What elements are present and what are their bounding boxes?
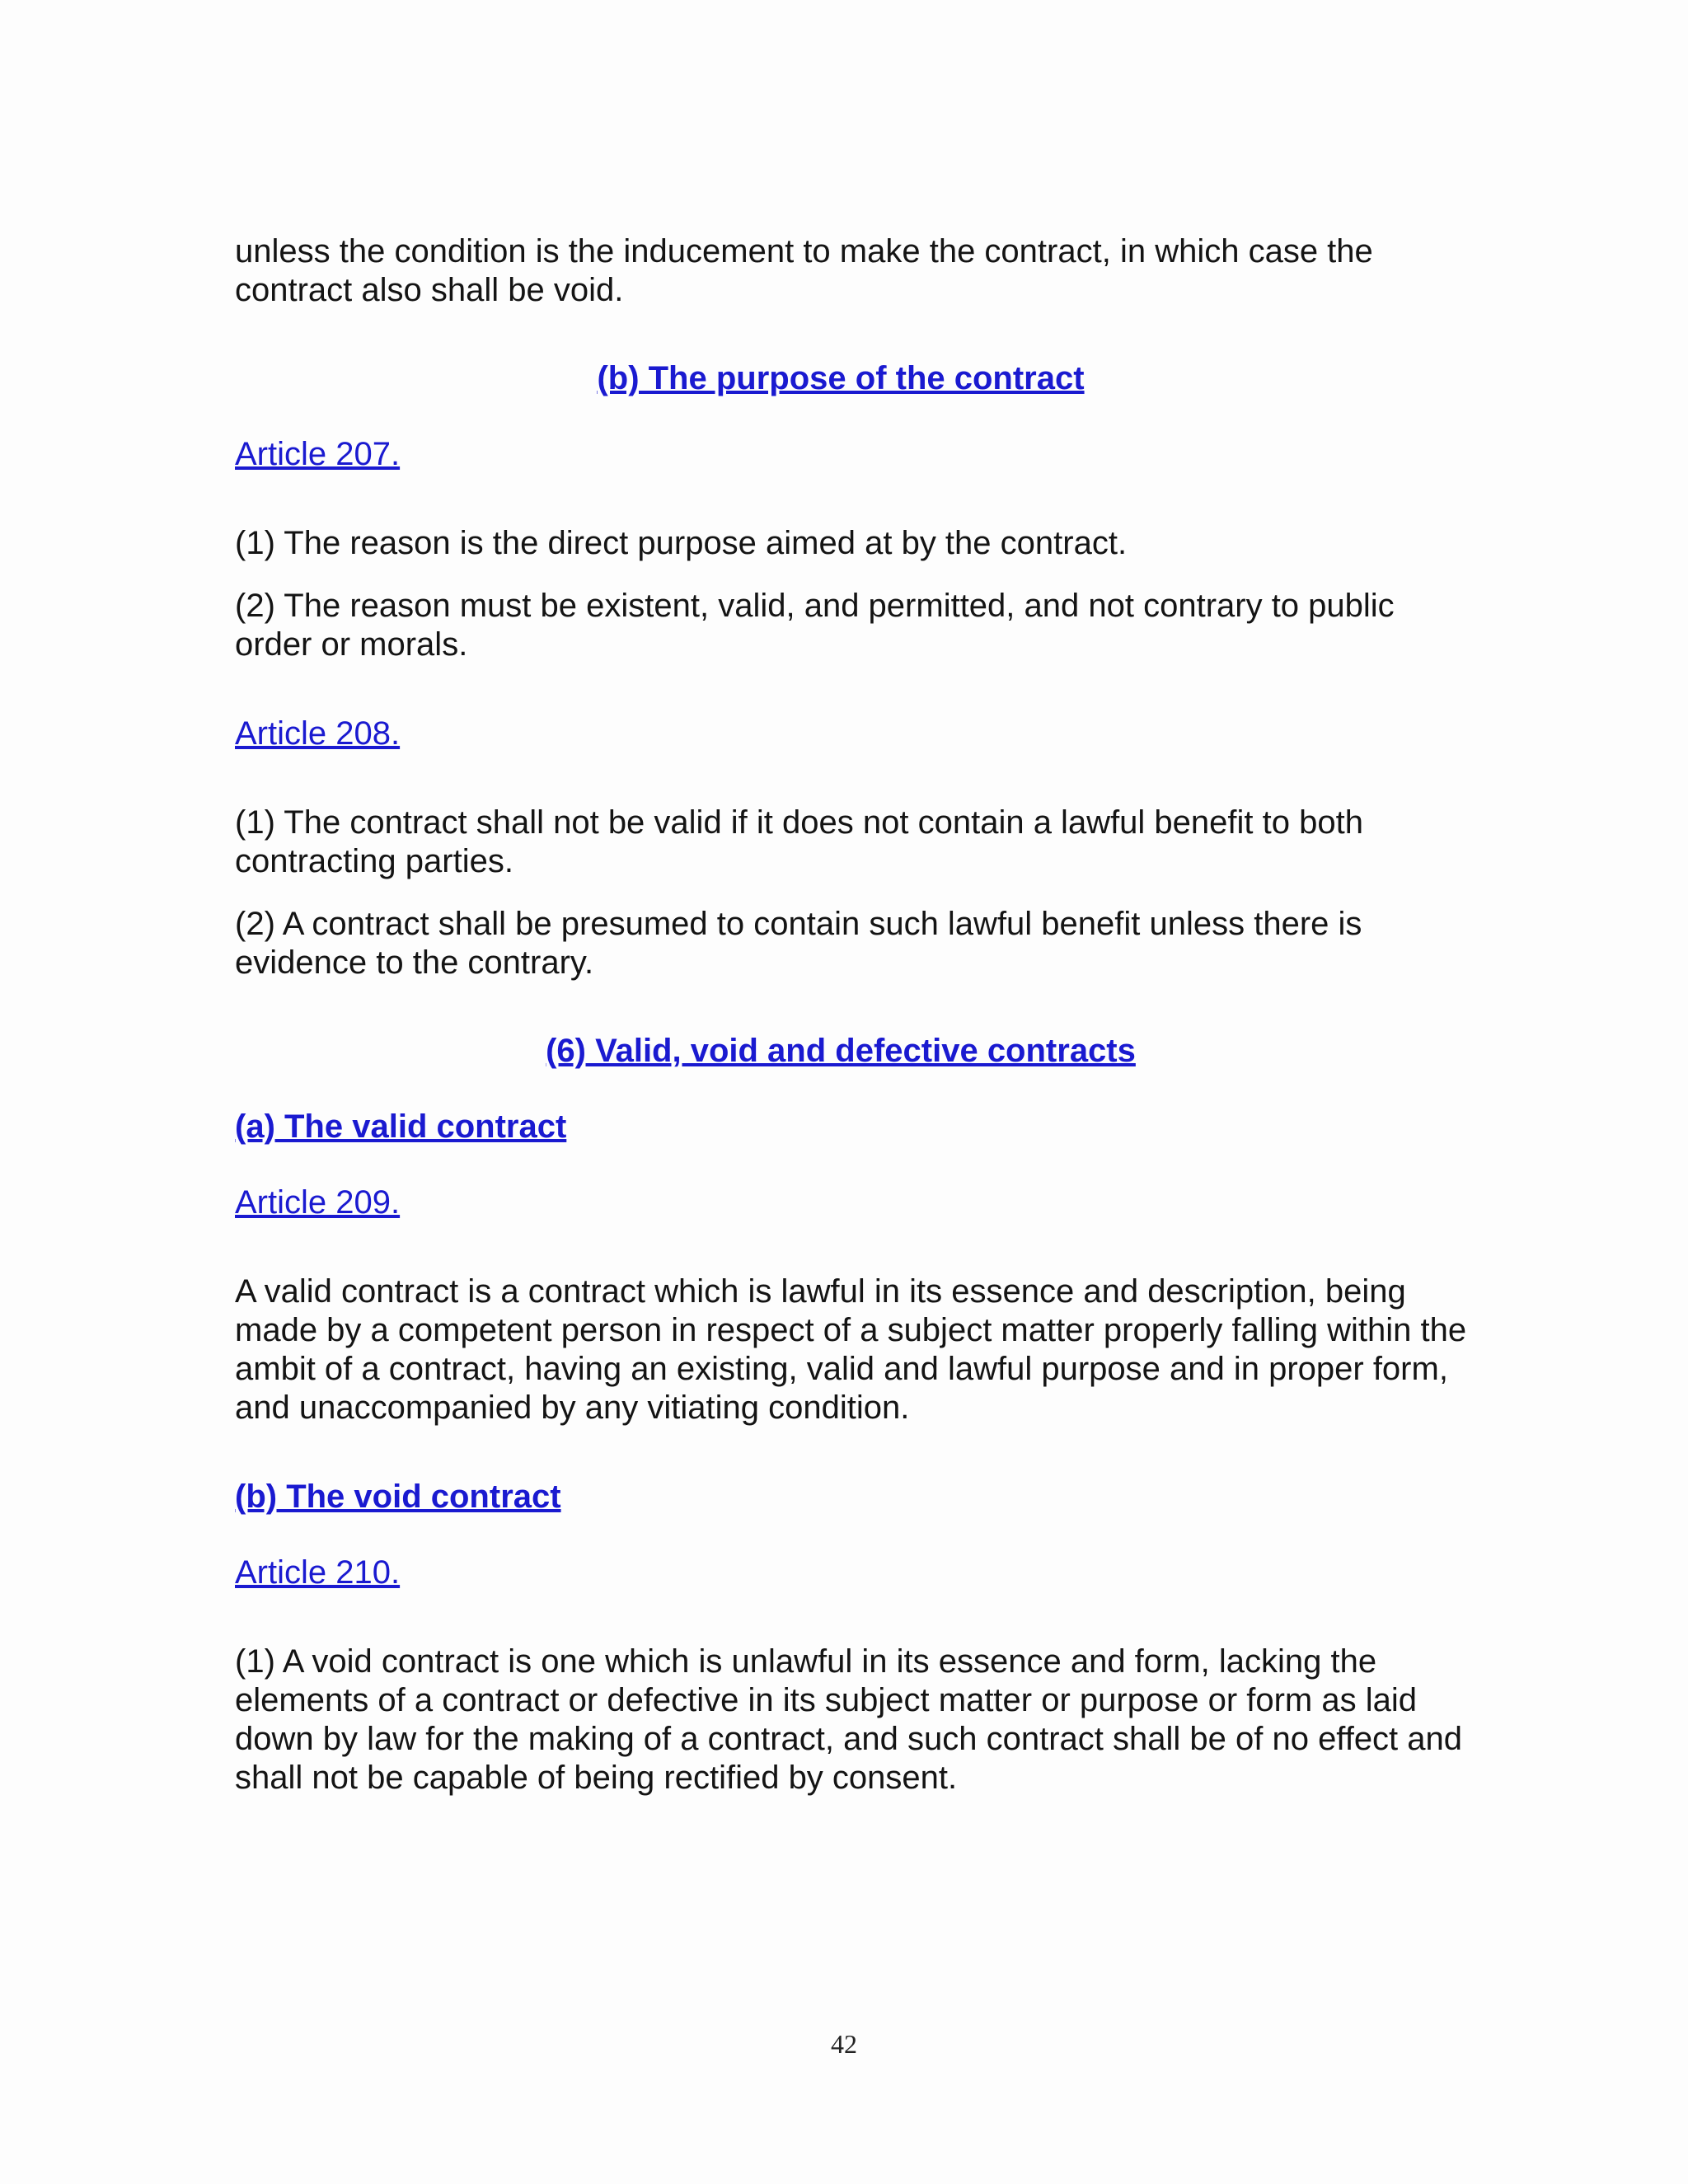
heading-void-contract[interactable]: (b) The void contract <box>235 1479 561 1515</box>
page-number: 42 <box>831 2029 857 2059</box>
article-208-para-1: (1) The contract shall not be valid if it does not contain a lawful benefit to both contracting parties. <box>235 804 1363 879</box>
intro-paragraph: unless the condition is the inducement to make the contract, in which case the contract also shall be void. <box>235 233 1373 308</box>
heading-valid-contract[interactable]: (a) The valid contract <box>235 1108 567 1145</box>
article-210-para-1: (1) A void contract is one which is unlawful in its essence and form, lacking the elements of a contract or defective in its subject matter or purpose or form as laid down by law for the making of a contract, and such contract shall be of no effect and shall not be capable of being rectified by consent. <box>235 1643 1463 1796</box>
article-207-para-2: (2) The reason must be existent, valid, and permitted, and not contrary to public order or morals. <box>235 588 1395 663</box>
article-208-para-2: (2) A contract shall be presumed to contain such lawful benefit unless there is evidence to the contrary. <box>235 906 1362 981</box>
article-209-link[interactable]: Article 209. <box>235 1184 401 1221</box>
article-207-link[interactable]: Article 207. <box>235 436 401 472</box>
article-208-link[interactable]: Article 208. <box>235 715 401 752</box>
article-207-para-1: (1) The reason is the direct purpose aimed at by the contract. <box>235 525 1128 561</box>
heading-valid-void-defective[interactable]: (6) Valid, void and defective contracts <box>546 1033 1136 1069</box>
article-209-para-1: A valid contract is a contract which is lawful in its essence and description, being made by a competent person in respect of a subject matter properly falling within the ambit of a contract, having an existing, valid and lawful purpose and in proper form, and unaccompanied by any vitiating condition. <box>235 1273 1467 1426</box>
heading-purpose-of-contract[interactable]: (b) The purpose of the contract <box>597 360 1085 396</box>
page-content <box>235 232 1471 1821</box>
article-210-link[interactable]: Article 210. <box>235 1554 401 1591</box>
